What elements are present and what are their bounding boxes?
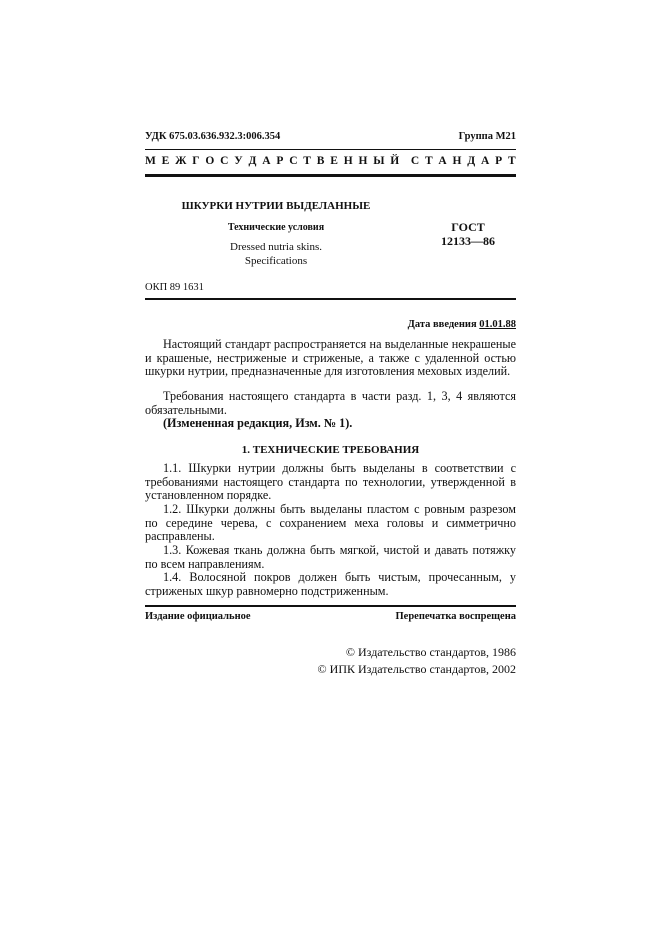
interstate-heading-letter: У (234, 155, 243, 167)
interstate-heading-letter: А (262, 155, 271, 167)
english-title-line1: Dressed nutria skins. (230, 241, 322, 253)
introduction-date (408, 319, 516, 330)
copyright-1986: © Издательство стандартов, 1986 (345, 645, 516, 659)
interstate-heading-letter: Н (343, 155, 353, 167)
document-subtitle: Технические условия (227, 222, 325, 233)
okp-code: ОКП 89 1631 (145, 282, 204, 293)
interstate-heading-letter: С (410, 155, 420, 167)
interstate-heading-letter: Г (192, 155, 200, 167)
interstate-heading-letter: С (220, 155, 229, 167)
introduction-date-value: 01.01.88 (479, 319, 516, 330)
gost-number: 12133—86 (441, 234, 495, 248)
interstate-heading-letter: Т (507, 155, 516, 167)
clause-1-4: 1.4. Волосяной покров должен быть чистым, прочесанным, у стриженых шкур равномерно подстриженным. (145, 570, 516, 598)
copyright-2002: © ИПК Издательство стандартов, 2002 (317, 662, 516, 676)
group-code: Группа М21 (458, 131, 516, 142)
paragraph-amendment: (Измененная редакция, Изм. № 1). (163, 416, 353, 430)
interstate-heading-letter: О (205, 155, 215, 167)
reprint-prohibited: Перепечатка воспрещена (395, 611, 516, 622)
interstate-heading-letter: Д (467, 155, 476, 167)
introduction-date-label: Дата введения (407, 319, 477, 330)
interstate-heading-letter: Й (390, 155, 400, 167)
clause-1-1: 1.1. Шкурки нутрии должны быть выделаны в соответствии с требованиями настоящего стандарта по технологии, утвержденной в установленном порядке. (145, 461, 516, 503)
interstate-heading-letter: М (145, 155, 156, 167)
english-title (145, 241, 407, 268)
clause-1-3: 1.3. Кожевая ткань должна быть мягкой, чистой и давать потяжку по всем направлениям. (145, 543, 516, 571)
okp-divider (145, 298, 516, 300)
interstate-heading-letter: Е (161, 155, 170, 167)
interstate-heading-letter: Ы (373, 155, 385, 167)
interstate-heading-letter: Т (303, 155, 311, 167)
interstate-heading-letter: Ж (175, 155, 187, 167)
footer-divider (145, 605, 516, 607)
section-title: 1. ТЕХНИЧЕСКИЕ ТРЕБОВАНИЯ (241, 444, 420, 456)
interstate-heading-letter: А (481, 155, 490, 167)
document-title: ШКУРКИ НУТРИИ ВЫДЕЛАННЫЕ (181, 200, 371, 212)
interstate-heading-letter: С (289, 155, 298, 167)
interstate-heading-letter: Е (330, 155, 338, 167)
interstate-heading-letter: Н (452, 155, 462, 167)
interstate-heading-letter: Т (424, 155, 433, 167)
paragraph-scope: Настоящий стандарт распространяется на выделанные некрашеные и крашеные, нестриженые и стриженые, а также с удаленной остью шкурки нутрии, предназначенные для изготовления меховых изделий. (145, 337, 516, 379)
gost-label: ГОСТ (451, 220, 485, 234)
heading-divider-thick (145, 174, 516, 177)
udk-code: УДК 675.03.636.932.3:006.354 (145, 131, 281, 142)
interstate-heading-letter: Р (276, 155, 284, 167)
interstate-heading-letter: Р (495, 155, 503, 167)
interstate-heading-letter: Д (248, 155, 257, 167)
english-title-line2: Specifications (244, 254, 308, 267)
clause-1-2: 1.2. Шкурки должны быть выделаны пластом с ровным разрезом по середине черева, с сохранением меха головы и симметрично расправлены. (145, 502, 516, 544)
paragraph-mandatory: Требования настоящего стандарта в части разд. 1, 3, 4 являются обязательными. (145, 389, 516, 417)
interstate-heading-letter: В (316, 155, 325, 167)
official-edition: Издание официальное (145, 611, 251, 622)
interstate-heading-letter: А (438, 155, 447, 167)
interstate-heading-letter: Н (358, 155, 368, 167)
gost-designation (420, 220, 516, 248)
top-divider (145, 149, 516, 150)
interstate-standard-heading (145, 155, 516, 167)
